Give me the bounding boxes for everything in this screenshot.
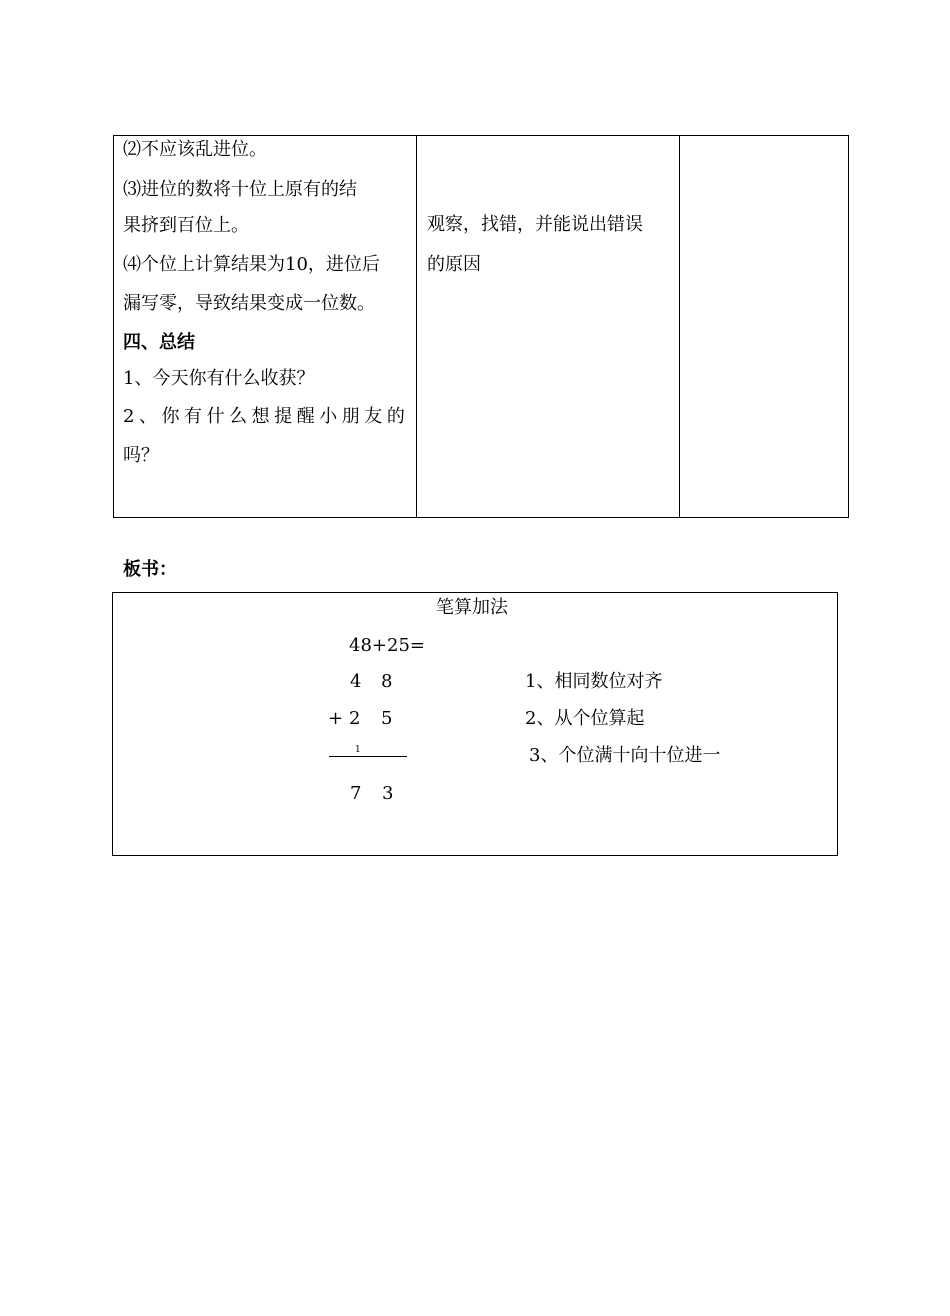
text-char: 有 [184,406,203,427]
text-char: 小 [319,406,338,427]
error-item-4-line-2: 漏写零，导致结果变成一位数。 [123,293,375,314]
text-char: 么 [229,406,248,427]
text-char: 友 [364,406,383,427]
rule-2: 2、从个位算起 [525,708,645,729]
text-char: 你 [161,406,180,427]
text-char: 醒 [296,406,315,427]
sum-line [329,756,407,757]
board-heading: 板书： [123,559,177,580]
text-char: 想 [251,406,270,427]
board-equation: 48+25= [349,635,425,656]
error-item-3-line-2: 果挤到百位上。 [123,215,249,236]
text-char: 、 [138,406,157,427]
text-char: 的 [386,406,405,427]
text-char: 朋 [341,406,360,427]
carry-digit: 1 [355,745,361,755]
error-item-3-line-1: ⑶进位的数将十位上原有的结 [123,179,357,200]
sum-tens-digit: 7 [350,783,362,804]
error-item-2: ⑵不应该乱进位。 [123,139,267,160]
error-item-4-line-1: ⑷个位上计算结果为10，进位后 [123,254,380,275]
board-title: 笔算加法 [436,597,508,618]
column-divider [416,136,417,517]
student-activity-line-2: 的原因 [427,254,481,275]
summary-question-1: 1、今天你有什么收获？ [123,368,315,389]
rule-3: 3、个位满十向十位进一 [529,745,721,766]
rule-1: 1、相同数位对齐 [525,671,663,692]
plus-sign: + [328,708,344,729]
summary-question-2-line-1 [123,406,405,428]
sum-ones-digit: 3 [382,783,394,804]
addend2-tens-digit: 2 [349,708,361,729]
addend2-ones-digit: 5 [381,708,393,729]
text-char: 2 [123,406,135,427]
column-divider [679,136,680,517]
text-char: 提 [274,406,293,427]
addend-ones-digit: 8 [381,671,393,692]
text-char: 什 [206,406,225,427]
summary-heading: 四、总结 [123,332,195,353]
blackboard-box [112,592,838,856]
summary-question-2-line-2: 吗？ [123,445,159,466]
lesson-plan-table [113,135,849,518]
addend-tens-digit: 4 [350,671,362,692]
student-activity-line-1: 观察，找错，并能说出错误 [427,214,643,235]
